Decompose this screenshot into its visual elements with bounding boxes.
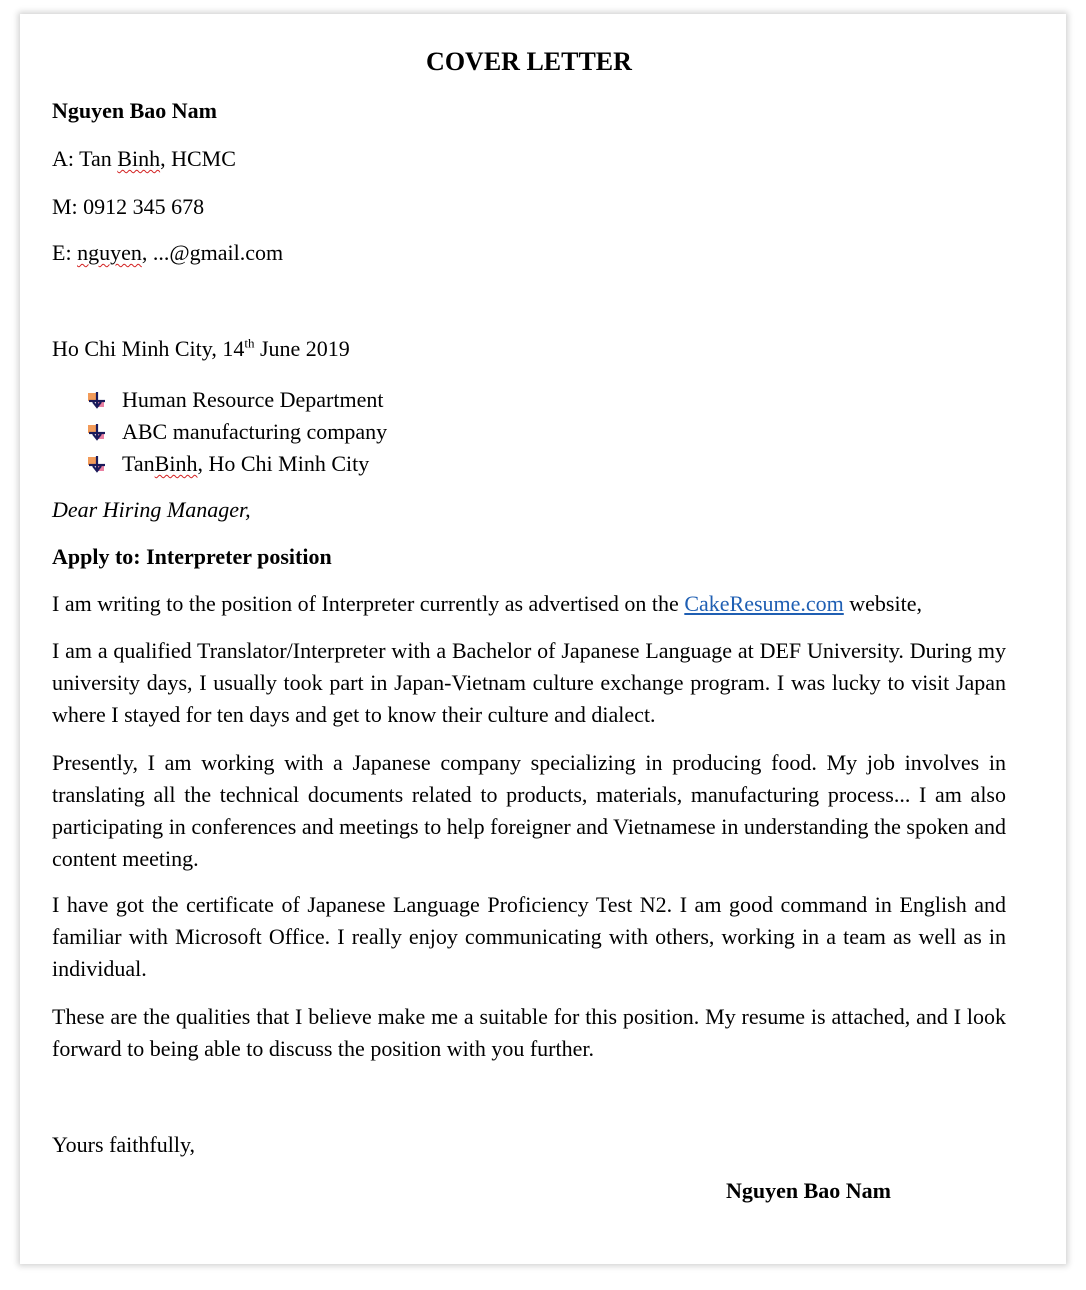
sender-mobile: M: 0912 345 678 [52,194,205,219]
signature: Nguyen Bao Nam [726,1178,892,1203]
body-paragraph: I am a qualified Translator/Interpreter with a Bachelor of Japanese Language at DEF University. During my university days, I usually took part in Japan-Vietnam culture exchange program. I was lucky to visit Japan where I stayed for ten days and get to know their culture and dialect. [52,638,1006,727]
letter-date: Ho Chi Minh City, 14th June 2019 [52,335,350,361]
sender-email: E: nguyen, ...@gmail.com [52,240,284,265]
list-item: Human Resource Department [86,384,387,416]
intro-paragraph: I am writing to the position of Interpreter currently as advertised on the CakeResume.com website, [52,591,922,616]
subject-line: Apply to: Interpreter position [52,544,332,569]
arrow-bullet-icon [86,389,108,411]
document-page [20,14,1066,1264]
body-paragraph: These are the qualities that I believe make me a suitable for this position. My resume is attached, and I look forward to being able to discuss the position with you further. [52,1004,1006,1061]
arrow-bullet-icon [86,453,108,475]
list-item: Tan Binh , Ho Chi Minh City [86,448,387,480]
body-paragraph: I have got the certificate of Japanese Language Proficiency Test N2. I am good command in English and familiar with Microsoft Office. I really enjoy communicating with others, working in a team as well as in individual. [52,892,1006,981]
closing: Yours faithfully, [52,1132,196,1157]
spellcheck-flag[interactable]: Binh [117,146,161,171]
arrow-bullet-icon [86,421,108,443]
sender-address: A: Tan Binh, HCMC [52,146,236,171]
salutation: Dear Hiring Manager, [52,497,251,522]
spellcheck-flag[interactable]: nguyen [77,240,142,265]
recipient-list [86,384,387,480]
body-paragraph: Presently, I am working with a Japanese company specializing in producing food. My job involves in translating all the technical documents related to products, materials, manufacturing process... I am also participating in conferences and meetings to help foreigner and Vietnamese in understanding the spoken and content meeting. [52,750,1006,871]
list-item: ABC manufacturing company [86,416,387,448]
sender-name: Nguyen Bao Nam [52,98,218,123]
cakeresume-link[interactable]: CakeResume.com [684,591,844,616]
spellcheck-flag[interactable]: Binh [154,451,198,476]
page-title: COVER LETTER [426,47,632,76]
